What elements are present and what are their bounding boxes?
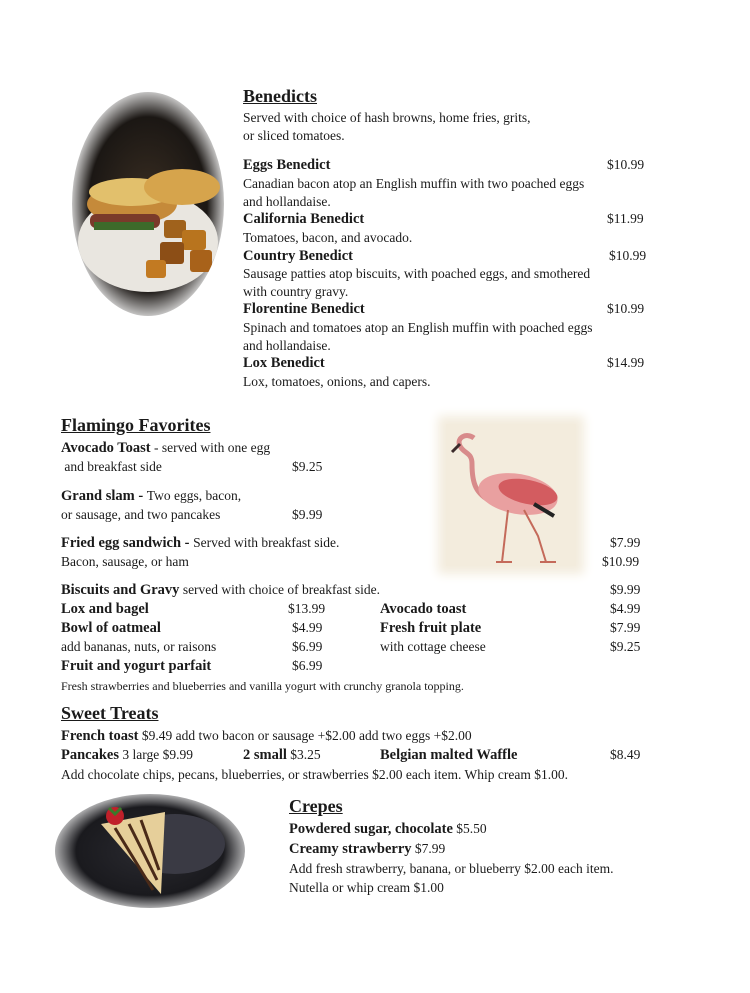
- menu-item-price: $10.99: [607, 157, 645, 172]
- menu-item-price: $9.99: [292, 507, 323, 522]
- menu-item-name: Creamy strawberry: [289, 841, 412, 857]
- menu-item-desc: Sausage patties atop biscuits, with poached eggs, and smothered: [243, 266, 591, 281]
- menu-item-price: $7.99: [610, 535, 641, 550]
- menu-item-name: Avocado toast: [380, 601, 467, 617]
- menu-item-price: $8.49: [610, 747, 641, 762]
- menu-item-desc: with cottage cheese: [380, 639, 486, 654]
- benedicts-intro: Served with choice of hash browns, home fries, grits,: [243, 110, 531, 125]
- menu-item-name: Lox Benedict: [243, 355, 325, 371]
- menu-item-price: $5.50: [456, 821, 487, 836]
- menu-item-price: $9.25: [610, 639, 641, 654]
- menu-item-name: French toast: [61, 728, 139, 744]
- eggs-benedict-photo: [72, 92, 224, 316]
- menu-item-name: California Benedict: [243, 211, 365, 227]
- menu-item-desc: Lox, tomatoes, onions, and capers.: [243, 374, 431, 389]
- menu-item-price: $10.99: [602, 554, 640, 569]
- menu-item-name: Fried egg sandwich -: [61, 535, 194, 551]
- menu-item-name: Pancakes: [61, 747, 119, 763]
- menu-item-name: Belgian malted Waffle: [380, 747, 518, 763]
- menu-item-desc: - served with one egg: [150, 440, 271, 455]
- menu-item-price: $13.99: [288, 601, 326, 616]
- menu-item-desc: or sausage, and two pancakes: [61, 507, 221, 522]
- menu-item-price: $11.99: [607, 211, 644, 226]
- menu-item-desc: and breakfast side: [61, 459, 162, 474]
- menu-item-price: $6.99: [292, 639, 323, 654]
- menu-item-desc: Bacon, sausage, or ham: [61, 554, 189, 569]
- menu-item-name: Florentine Benedict: [243, 301, 365, 317]
- menu-item-desc: add bananas, nuts, or raisons: [61, 639, 217, 654]
- menu-item-price: $9.25: [292, 459, 323, 474]
- menu-item-desc: Add fresh strawberry, banana, or blueberry $2.00 each item.: [289, 861, 614, 876]
- flamingo-illustration: [446, 424, 576, 566]
- menu-item-price: $4.99: [610, 601, 641, 616]
- menu-item-desc: served with choice of breakfast side.: [179, 582, 380, 597]
- menu-item-desc: Served with breakfast side.: [193, 535, 340, 550]
- menu-item-price: $7.99: [414, 841, 446, 856]
- menu-item-name: Biscuits and Gravy: [61, 582, 180, 598]
- menu-item-desc: 3 large $9.99: [122, 747, 193, 762]
- menu-item-desc: and hollandaise.: [243, 194, 331, 209]
- menu-item-price: $9.99: [610, 582, 641, 597]
- benedicts-heading: Benedicts: [243, 86, 317, 106]
- menu-item-name: Fresh fruit plate: [380, 620, 482, 636]
- menu-item-desc: Canadian bacon atop an English muffin with two poached eggs: [243, 176, 585, 191]
- menu-item-desc: with country gravy.: [243, 284, 349, 299]
- menu-item-name: Fruit and yogurt parfait: [61, 658, 212, 674]
- menu-item-desc: $9.49 add two bacon or sausage +$2.00 add two eggs +$2.00: [141, 728, 472, 743]
- crepe-photo: [55, 794, 245, 908]
- menu-item-price: $6.99: [292, 658, 323, 673]
- menu-item-desc: Spinach and tomatoes atop an English muffin with poached eggs: [243, 320, 593, 335]
- menu-item-name: Bowl of oatmeal: [61, 620, 161, 636]
- menu-item-price: $10.99: [609, 248, 647, 263]
- menu-item-price: $7.99: [610, 620, 641, 635]
- menu-item-price: $10.99: [607, 301, 645, 316]
- sweet-heading: Sweet Treats: [61, 703, 159, 723]
- menu-item-price: $4.99: [292, 620, 323, 635]
- menu-item-name: Eggs Benedict: [243, 157, 331, 173]
- menu-item-desc: and hollandaise.: [243, 338, 331, 353]
- menu-item-desc: Tomatoes, bacon, and avocado.: [243, 230, 413, 245]
- benedicts-intro: or sliced tomatoes.: [243, 128, 345, 143]
- favorites-heading: Flamingo Favorites: [61, 415, 211, 435]
- menu-item-name: Lox and bagel: [61, 601, 149, 617]
- menu-item-price: $3.25: [290, 747, 321, 762]
- menu-item-desc: Add chocolate chips, pecans, blueberries, or strawberries $2.00 each item. Whip cream $1.00.: [61, 767, 568, 782]
- menu-item-desc: Two eggs, bacon,: [146, 488, 242, 503]
- crepes-heading: Crepes: [289, 796, 343, 816]
- menu-item-desc: Nutella or whip cream $1.00: [289, 880, 444, 895]
- menu-item-name: Country Benedict: [243, 248, 353, 264]
- menu-item-desc: Fresh strawberries and blueberries and vanilla yogurt with crunchy granola topping.: [61, 679, 464, 693]
- menu-item-name: Grand slam -: [61, 488, 147, 504]
- menu-item-name: 2 small: [243, 747, 287, 763]
- menu-item-name: Powdered sugar, chocolate: [289, 821, 453, 837]
- menu-item-name: Avocado Toast: [61, 440, 151, 456]
- menu-item-price: $14.99: [607, 355, 645, 370]
